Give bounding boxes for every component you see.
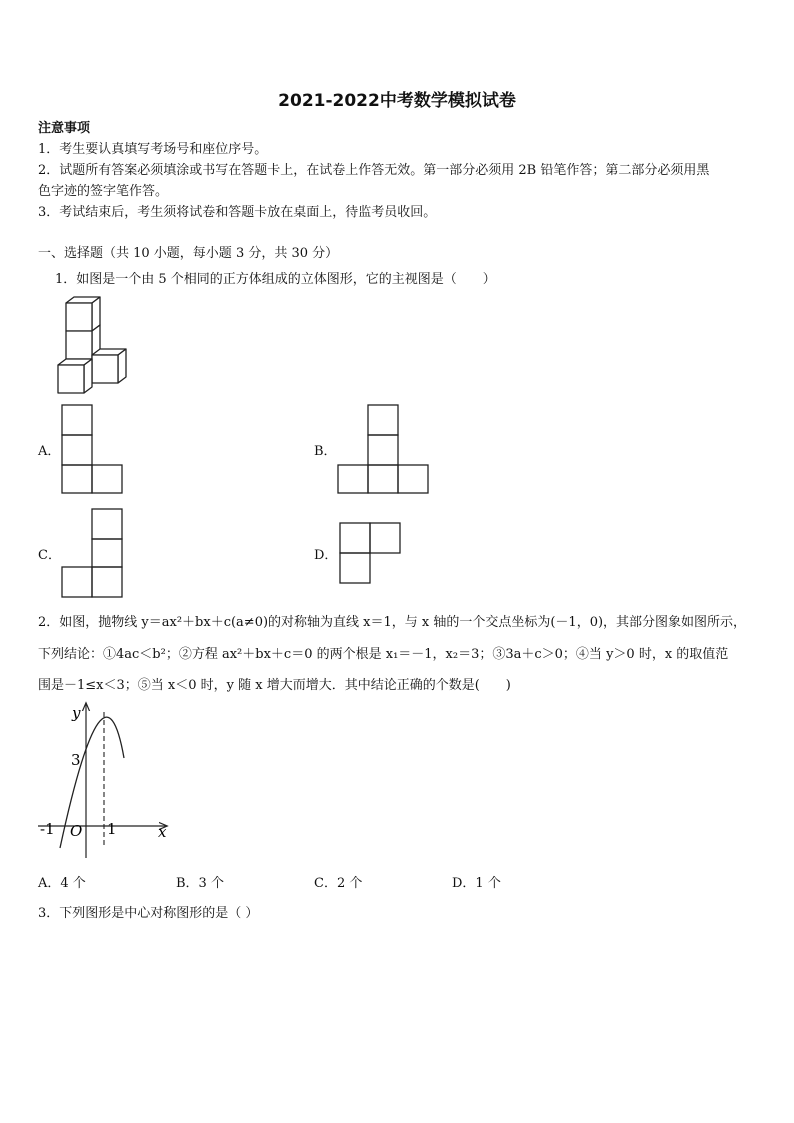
notice-item-2: 2．试题所有答案必须填涂或书写在答题卡上，在试卷上作答无效。第一部分必须用 2B 铅笔作答；第二部分必须用黑 xyxy=(38,163,710,178)
parabola-graph xyxy=(36,700,176,865)
q3-stem: 3．下列图形是中心对称图形的是（ ） xyxy=(38,906,259,921)
tick-label-1: 1 xyxy=(107,820,117,838)
q1-option-d-figure[interactable] xyxy=(338,521,402,585)
q2-line-3: 围是－1≤x＜3；⑤当 x＜0 时，y 随 x 增大而增大．其中结论正确的个数是( ) xyxy=(38,678,511,693)
q2-option-d[interactable]: D．1 个 xyxy=(452,876,501,891)
q2-option-c[interactable]: C．2 个 xyxy=(314,876,363,891)
q2-option-b[interactable]: B．3 个 xyxy=(176,876,224,891)
cube-figure xyxy=(50,295,132,395)
section-heading: 一、选择题（共 10 小题，每小题 3 分，共 30 分） xyxy=(38,246,339,261)
q1-option-c-label[interactable]: C． xyxy=(38,548,61,563)
q2-line-2: 下列结论：①4ac＜b²；②方程 ax²＋bx＋c＝0 的两个根是 x₁＝－1，x₂＝3；③3a＋c＞0；④当 y＞0 时，x 的取值范 xyxy=(38,647,729,662)
q1-option-d-label[interactable]: D． xyxy=(314,548,338,563)
q1-option-a-label[interactable]: A． xyxy=(38,444,61,459)
tick-label-3: 3 xyxy=(71,751,81,769)
q2-line-1: 2．如图，抛物线 y＝ax²＋bx＋c(a≠0)的对称轴为直线 x＝1，与 x 轴的一个交点坐标为(－1，0)，其部分图象如图所示， xyxy=(38,615,747,630)
q1-option-b-label[interactable]: B． xyxy=(314,444,337,459)
origin-label: O xyxy=(70,822,83,840)
notice-item-1: 1．考生要认真填写考场号和座位序号。 xyxy=(38,142,268,157)
x-axis-label: x xyxy=(158,823,167,841)
q1-option-a-figure[interactable] xyxy=(60,403,124,495)
q1-option-b-figure[interactable] xyxy=(336,403,430,495)
y-axis-label: y xyxy=(72,704,81,722)
notice-heading: 注意事项 xyxy=(38,121,91,136)
q1-stem: 1．如图是一个由 5 个相同的正方体组成的立体图形，它的主视图是（ ） xyxy=(55,272,496,287)
page-title: 2021-2022中考数学模拟试卷 xyxy=(278,91,516,111)
tick-label-neg-1: -1 xyxy=(40,820,55,838)
q2-option-a[interactable]: A．4 个 xyxy=(38,876,86,891)
notice-item-3: 3．考试结束后，考生须将试卷和答题卡放在桌面上，待监考员收回。 xyxy=(38,205,437,220)
q1-option-c-figure[interactable] xyxy=(60,507,124,599)
notice-item-2-cont: 色字迹的签字笔作答。 xyxy=(38,184,169,199)
